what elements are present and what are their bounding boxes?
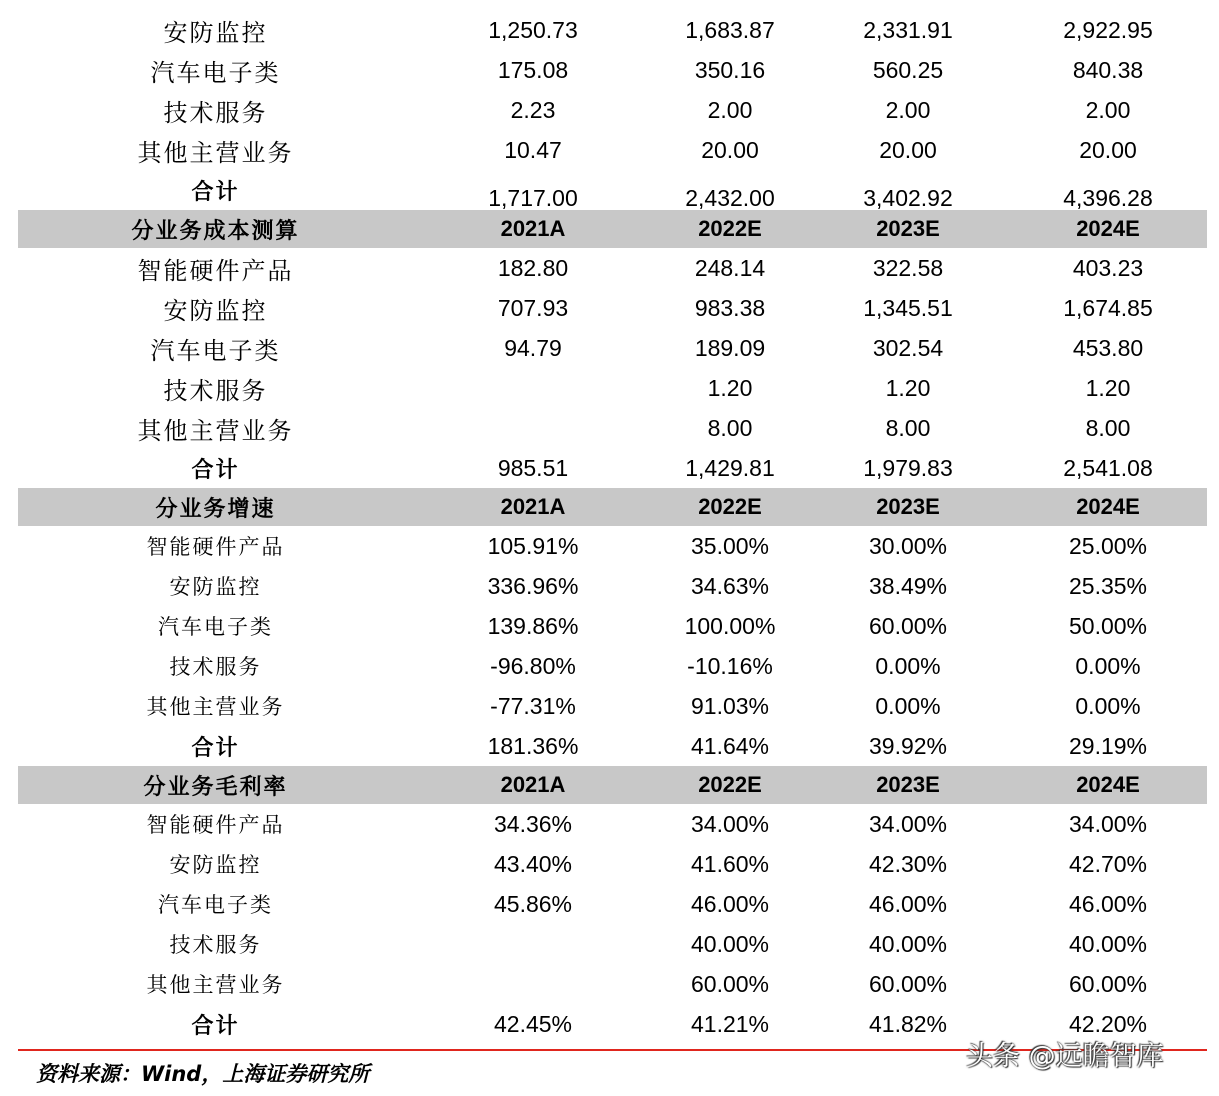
value-cell: 1,683.87 — [685, 16, 775, 43]
table-row — [18, 884, 1207, 924]
value-cell: 2.00 — [1085, 96, 1131, 123]
row-label: 其他主营业务 — [146, 973, 285, 997]
value-cell: 41.60% — [690, 850, 769, 877]
value-cell: 46.00% — [868, 890, 947, 917]
value-cell: 25.35% — [1068, 572, 1147, 599]
value-cell: 35.00% — [690, 532, 769, 559]
year-header-cell: 2021A — [500, 494, 566, 519]
value-cell: 1.20 — [707, 374, 753, 401]
value-cell: 322.58 — [872, 254, 944, 281]
table-row — [18, 50, 1207, 90]
year-header-cell: 2022E — [698, 772, 762, 797]
section-title: 分业务成本测算 — [131, 217, 300, 244]
value-cell: 189.09 — [694, 334, 766, 361]
row-label: 技术服务 — [163, 376, 268, 405]
row-label: 汽车电子类 — [158, 615, 273, 639]
value-cell: 105.91% — [487, 532, 579, 559]
year-header-cell: 2024E — [1076, 216, 1140, 241]
table-row — [18, 408, 1207, 448]
row-label: 智能硬件产品 — [146, 535, 285, 559]
row-label: 合计 — [191, 734, 240, 761]
row-label: 其他主营业务 — [137, 138, 294, 167]
table-row — [18, 526, 1207, 566]
row-label: 安防监控 — [163, 296, 268, 325]
value-cell: 42.45% — [493, 1010, 572, 1037]
row-label: 技术服务 — [169, 655, 262, 679]
value-cell: 336.96% — [487, 572, 579, 599]
table-row — [18, 964, 1207, 1004]
section-header-row — [18, 488, 1207, 526]
value-cell: 1,429.81 — [685, 454, 775, 481]
value-cell: 30.00% — [868, 532, 947, 559]
value-cell: 60.00% — [868, 970, 947, 997]
table-row — [18, 844, 1207, 884]
year-header-cell: 2023E — [876, 494, 940, 519]
value-cell: 8.00 — [885, 414, 931, 441]
source-note: 资料来源：Wind，上海证券研究所 — [36, 1062, 370, 1086]
value-cell: 29.19% — [1068, 732, 1147, 759]
value-cell: 0.00% — [875, 652, 941, 679]
value-cell: 40.00% — [1068, 930, 1147, 957]
forecast-table — [18, 10, 1207, 1044]
value-cell: 1,674.85 — [1063, 294, 1153, 321]
value-cell: 20.00 — [701, 136, 759, 163]
table-row — [18, 924, 1207, 964]
value-cell: 248.14 — [694, 254, 766, 281]
value-cell: 34.63% — [690, 572, 769, 599]
table-row — [18, 448, 1207, 488]
value-cell: -96.80% — [490, 652, 576, 679]
value-cell: 34.00% — [868, 810, 947, 837]
row-label: 智能硬件产品 — [137, 256, 294, 285]
value-cell: 39.92% — [868, 732, 947, 759]
value-cell: 4,396.28 — [1063, 184, 1153, 211]
row-label: 汽车电子类 — [150, 58, 281, 87]
table-row — [18, 328, 1207, 368]
value-cell: 40.00% — [690, 930, 769, 957]
value-cell: 403.23 — [1072, 254, 1144, 281]
watermark: 头条 @远瞻智库 — [966, 1041, 1164, 1072]
value-cell: 43.40% — [493, 850, 572, 877]
value-cell: 983.38 — [694, 294, 766, 321]
value-cell: 41.82% — [868, 1010, 947, 1037]
value-cell: 42.30% — [868, 850, 947, 877]
value-cell — [433, 408, 633, 448]
value-cell — [433, 964, 633, 1004]
value-cell: 2,432.00 — [685, 184, 775, 211]
value-cell: 707.93 — [497, 294, 569, 321]
value-cell: -10.16% — [687, 652, 773, 679]
value-cell: 40.00% — [868, 930, 947, 957]
row-label: 技术服务 — [169, 933, 262, 957]
value-cell: 60.00% — [690, 970, 769, 997]
value-cell: 2,541.08 — [1063, 454, 1153, 481]
value-cell: 2.00 — [885, 96, 931, 123]
year-header-cell: 2024E — [1076, 772, 1140, 797]
value-cell: 60.00% — [1068, 970, 1147, 997]
year-header-cell: 2023E — [876, 216, 940, 241]
value-cell: 2,922.95 — [1063, 16, 1153, 43]
value-cell: 0.00% — [875, 692, 941, 719]
row-label: 其他主营业务 — [146, 695, 285, 719]
row-label: 合计 — [191, 178, 240, 205]
value-cell: 840.38 — [1072, 56, 1144, 83]
table-row — [18, 606, 1207, 646]
value-cell: 60.00% — [868, 612, 947, 639]
table-row — [18, 248, 1207, 288]
value-cell: 1,250.73 — [488, 16, 578, 43]
table-row — [18, 90, 1207, 130]
year-header-cell: 2022E — [698, 494, 762, 519]
value-cell: 1,717.00 — [488, 184, 578, 211]
year-header-cell: 2022E — [698, 216, 762, 241]
value-cell: 41.64% — [690, 732, 769, 759]
section-header-row — [18, 766, 1207, 804]
row-label: 汽车电子类 — [158, 893, 273, 917]
year-header-cell: 2021A — [500, 216, 566, 241]
year-header-cell: 2021A — [500, 772, 566, 797]
section-title: 分业务毛利率 — [143, 773, 288, 800]
value-cell: 20.00 — [1079, 136, 1137, 163]
value-cell: 46.00% — [1068, 890, 1147, 917]
value-cell: 100.00% — [684, 612, 776, 639]
row-label: 安防监控 — [169, 853, 262, 877]
value-cell: 1.20 — [1085, 374, 1131, 401]
value-cell: 1.20 — [885, 374, 931, 401]
value-cell: 1,345.51 — [863, 294, 953, 321]
value-cell: 46.00% — [690, 890, 769, 917]
row-label: 合计 — [191, 456, 240, 483]
year-header-cell: 2024E — [1076, 494, 1140, 519]
table-row — [18, 646, 1207, 686]
value-cell: 45.86% — [493, 890, 572, 917]
row-label: 安防监控 — [163, 18, 268, 47]
value-cell: 560.25 — [872, 56, 944, 83]
row-label: 合计 — [191, 1012, 240, 1039]
value-cell: 0.00% — [1075, 652, 1141, 679]
row-label: 技术服务 — [163, 98, 268, 127]
value-cell: 302.54 — [872, 334, 944, 361]
table-row — [18, 170, 1207, 210]
year-header-cell: 2023E — [876, 772, 940, 797]
value-cell: 175.08 — [497, 56, 569, 83]
row-label: 智能硬件产品 — [146, 813, 285, 837]
value-cell: 91.03% — [690, 692, 769, 719]
value-cell: 34.00% — [1068, 810, 1147, 837]
value-cell: 8.00 — [707, 414, 753, 441]
value-cell: 34.00% — [690, 810, 769, 837]
value-cell: 985.51 — [497, 454, 569, 481]
value-cell: 0.00% — [1075, 692, 1141, 719]
row-label: 其他主营业务 — [137, 416, 294, 445]
table-row — [18, 368, 1207, 408]
section-header-row — [18, 210, 1207, 248]
value-cell: 50.00% — [1068, 612, 1147, 639]
value-cell: 34.36% — [493, 810, 572, 837]
value-cell — [433, 924, 633, 964]
value-cell: 94.79 — [504, 334, 562, 361]
value-cell: 8.00 — [1085, 414, 1131, 441]
value-cell: 139.86% — [487, 612, 579, 639]
value-cell: 2.00 — [707, 96, 753, 123]
value-cell: 2.23 — [510, 96, 556, 123]
value-cell: 2,331.91 — [863, 16, 953, 43]
value-cell — [433, 368, 633, 408]
value-cell: 42.20% — [1068, 1010, 1147, 1037]
table-row — [18, 726, 1207, 766]
value-cell: 453.80 — [1072, 334, 1144, 361]
value-cell: 41.21% — [690, 1010, 769, 1037]
section-title: 分业务增速 — [155, 495, 276, 522]
table-row — [18, 130, 1207, 170]
table-row — [18, 566, 1207, 606]
value-cell: 38.49% — [868, 572, 947, 599]
row-label: 安防监控 — [169, 575, 262, 599]
value-cell: 1,979.83 — [863, 454, 953, 481]
value-cell: 25.00% — [1068, 532, 1147, 559]
value-cell: 181.36% — [487, 732, 579, 759]
value-cell: 10.47 — [504, 136, 562, 163]
value-cell: -77.31% — [490, 692, 576, 719]
table-row — [18, 804, 1207, 844]
value-cell: 350.16 — [694, 56, 766, 83]
table-row — [18, 10, 1207, 50]
row-label: 汽车电子类 — [150, 336, 281, 365]
table-row — [18, 686, 1207, 726]
table-row — [18, 288, 1207, 328]
value-cell: 42.70% — [1068, 850, 1147, 877]
value-cell: 182.80 — [497, 254, 569, 281]
value-cell: 3,402.92 — [863, 184, 953, 211]
value-cell: 20.00 — [879, 136, 937, 163]
